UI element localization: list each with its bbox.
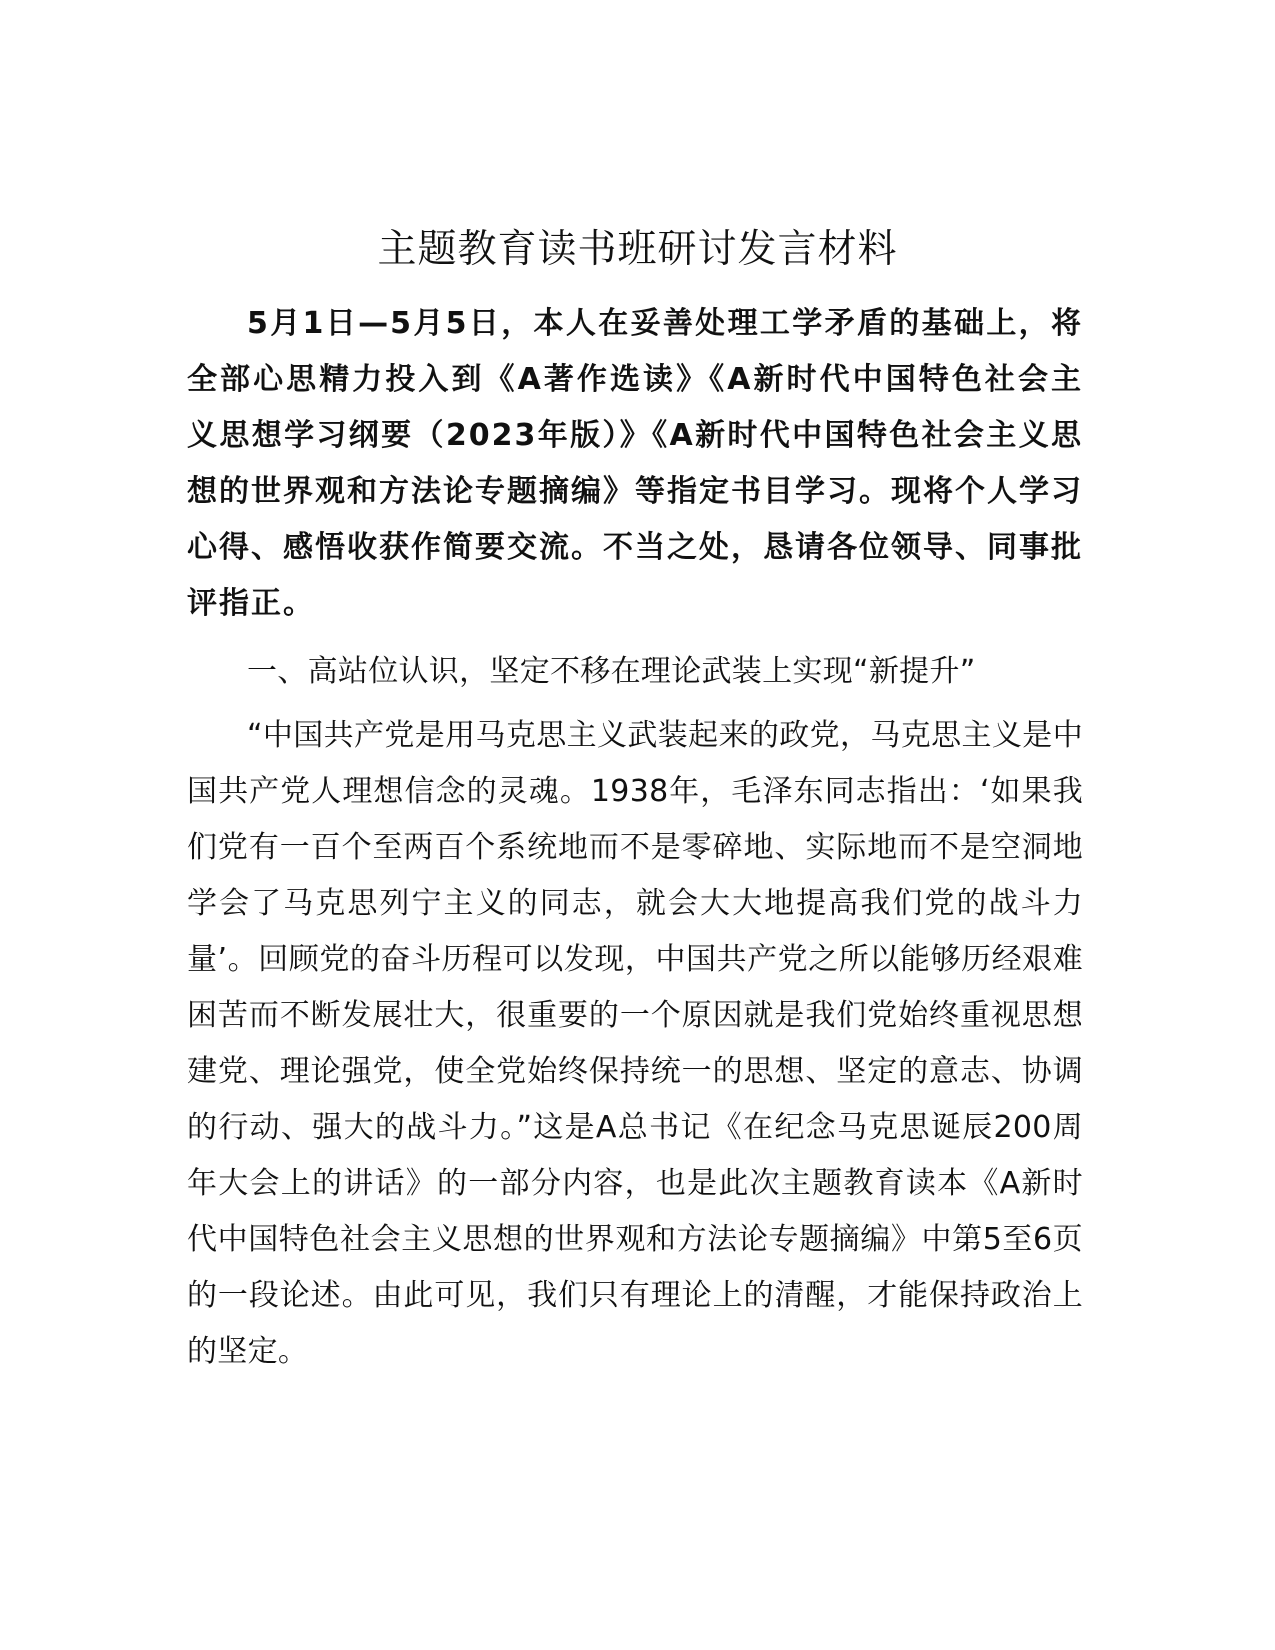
document-body bbox=[187, 296, 1083, 1380]
section-heading-1: 一、高站位认识，坚定不移在理论武装上实现“新提升” bbox=[247, 654, 976, 689]
intro-paragraph: 5月1日—5月5日，本人在妥善处理工学矛盾的基础上，将全部心思精力投入到《A著作选读》《A新时代中国特色社会主义思想学习纲要（2023年版）》《A新时代中国特色社会主义思想的世界观和方法论专题摘编》等指定书目学习。现将个人学习心得、感悟收获作简要交流。不当之处，恳请各位领导、同事批评指正。 bbox=[187, 306, 1083, 621]
document-title: 主题教育读书班研讨发言材料 bbox=[377, 227, 898, 272]
body-paragraph: “中国共产党是用马克思主义武装起来的政党，马克思主义是中国共产党人理想信念的灵魂。1938年，毛泽东同志指出：‘如果我们党有一百个至两百个系统地而不是零碎地、实际地而不是空洞地学会了马克思列宁主义的同志，就会大大地提高我们党的战斗力量’。回顾党的奋斗历程可以发现，中国共产党之所以能够历经艰难困苦而不断发展壮大，很重要的一个原因就是我们党始终重视思想建党、理论强党，使全党始终保持统一的思想、坚定的意志、协调的行动、强大的战斗力。”这是A总书记《在纪念马克思诞辰200周年大会上的讲话》的一部分内容，也是此次主题教育读本《A新时代中国特色社会主义思想的世界观和方法论专题摘编》中第5至6页的一段论述。由此可见，我们只有理论上的清醒，才能保持政治上的坚定。 bbox=[187, 718, 1083, 1369]
